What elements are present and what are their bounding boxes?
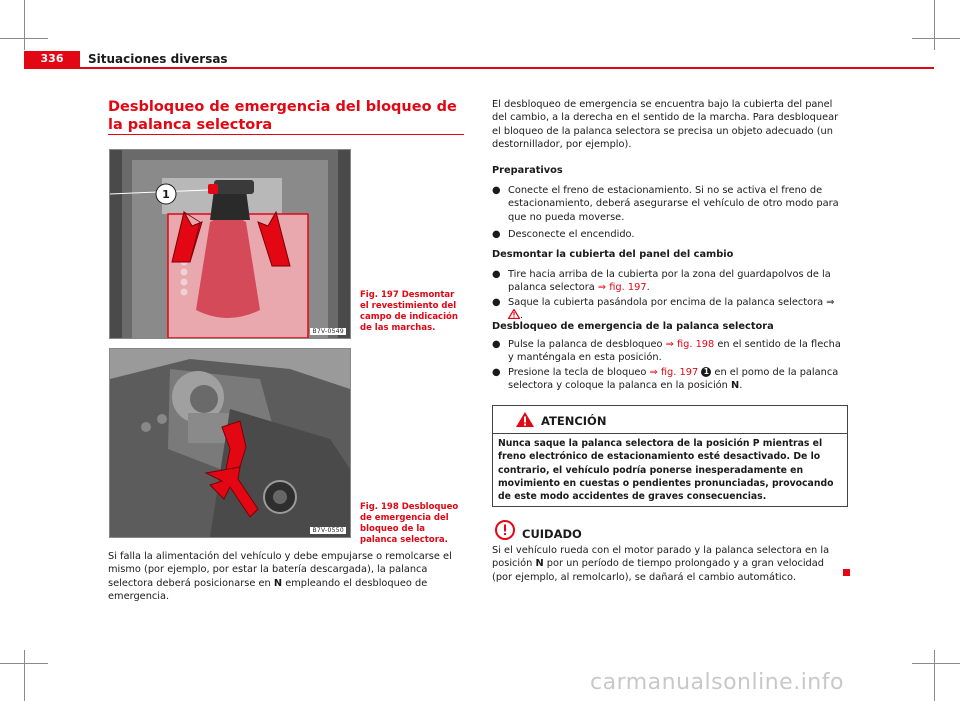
section-end-mark [843, 569, 850, 576]
text: Si falla la alimentación del vehículo y debe empujarse o remolcarse el mismo (por ejemplo, por estar la batería descargada), la palanca selectora deberá posicionarse en [108, 551, 452, 589]
text: Saque la cubierta pasándola por encima de la palanca selectora ⇒ [508, 297, 835, 308]
caption-label: Fig. 197 [360, 290, 399, 300]
figure-callout-1: 1 [162, 188, 170, 201]
text: Presione la tecla de bloqueo [508, 367, 650, 378]
callout-number-icon: 1 [701, 367, 711, 377]
text-bold: N [273, 577, 283, 589]
text: . [520, 310, 524, 322]
list-item [492, 228, 848, 241]
text: en el sentido de la flecha y manténgala en esta posición. [508, 339, 841, 364]
watermark: carmanualsonline.info [590, 670, 844, 695]
list-item [492, 366, 848, 393]
caption-text: Desmontar el revestimiento del campo de indicación de las marchas. [360, 290, 458, 333]
text: Si el vehículo rueda con el motor parado y la palanca selectora en la posición [492, 545, 830, 570]
figure-link[interactable]: ⇒ fig. 197 [597, 282, 647, 294]
bullet-icon: ● [492, 269, 501, 280]
warning-triangle-icon [515, 411, 535, 428]
list-item [492, 338, 848, 365]
crop-mark [24, 0, 25, 50]
crop-mark [912, 38, 960, 39]
running-header: Situaciones diversas [88, 52, 228, 66]
unlock-heading: Desbloqueo de emergencia de la palanca selectora [492, 321, 774, 332]
caution-title: CUIDADO [522, 527, 582, 541]
text: empleando el desbloqueo de emergencia. [108, 577, 428, 602]
crop-mark [934, 650, 935, 701]
warning-text: Nunca saque la palanca selectora de la posición P mientras el freno electrónico de estacionamiento esté desactivado. De lo contrario, el vehículo podría ponerse inesperadamente en movimiento en cuestas o pendientes pronunciadas, provocando de este modo accidentes de graves consecuencias. [498, 438, 834, 503]
section-title: Desbloqueo de emergencia del bloqueo de la palanca selectora [108, 99, 457, 133]
text: Pulse la palanca de desbloqueo [508, 339, 666, 350]
caution-icon [495, 520, 515, 540]
figure-code: B7V-0550 [312, 527, 344, 534]
text: . [739, 380, 743, 392]
caption-text: Desbloqueo de emergencia del bloqueo de la palanca selectora. [360, 502, 459, 545]
figure-link[interactable]: ⇒ fig. 197 [649, 367, 699, 378]
crop-mark [912, 663, 960, 664]
caution-text [492, 544, 842, 584]
bullet-icon: ● [492, 339, 501, 350]
figure-197 [109, 149, 351, 339]
caption-label: Fig. 198 [360, 502, 399, 512]
section-rule [108, 134, 464, 135]
text: por un período de tiempo prolongado y a gran velocidad (por ejemplo, al remolcarlo), se dañará el cambio automático. [492, 558, 825, 583]
emergency-release-illustration [110, 349, 350, 537]
figure-code: B7V-0549 [312, 328, 344, 335]
list-item [492, 184, 848, 224]
bullet-icon: ● [492, 367, 501, 378]
paragraph-fallback [108, 550, 464, 603]
crop-mark [24, 650, 25, 701]
list-item [492, 268, 848, 295]
gear-lever-illustration [110, 150, 350, 338]
text-bold: N [730, 380, 740, 392]
warning-title: ATENCIÓN [541, 414, 607, 428]
text-bold: N [535, 558, 544, 570]
list-item [492, 296, 848, 323]
text: . [646, 282, 650, 294]
remove-heading: Desmontar la cubierta del panel del cambio [492, 249, 734, 260]
text: Conecte el freno de estacionamiento. Si no se activa el freno de estacionamiento, deberá asegurarse el vehículo de otro modo para que no pueda moverse. [508, 185, 839, 223]
crop-mark [934, 0, 935, 50]
text: Tire hacia arriba de la cubierta por la zona del guardapolvos de la palanca selectora [508, 269, 831, 294]
intro-paragraph: El desbloqueo de emergencia se encuentra bajo la cubierta del panel del cambio, a la derecha en el sentido de la marcha. Para desbloquear el bloqueo de la palanca selectora se precisa un objeto adecuado (un destornillador, por ejemplo). [492, 99, 839, 150]
figure-198 [109, 348, 351, 538]
header-rule [24, 67, 934, 69]
figure-link[interactable]: ⇒ fig. 198 [665, 339, 715, 350]
caption-198 [360, 502, 462, 546]
warning-box [492, 405, 848, 507]
bullet-icon: ● [492, 297, 501, 308]
page-number: 336 [24, 51, 80, 67]
warning-triangle-icon[interactable] [508, 309, 520, 319]
bullet-icon: ● [492, 229, 501, 240]
prep-heading: Preparativos [492, 165, 563, 176]
text: Desconecte el encendido. [508, 229, 635, 240]
bullet-icon: ● [492, 185, 501, 196]
caption-197 [360, 290, 462, 334]
warning-header [493, 406, 847, 434]
text: en el pomo de la palanca selectora y coloque la palanca en la posición [508, 367, 839, 392]
